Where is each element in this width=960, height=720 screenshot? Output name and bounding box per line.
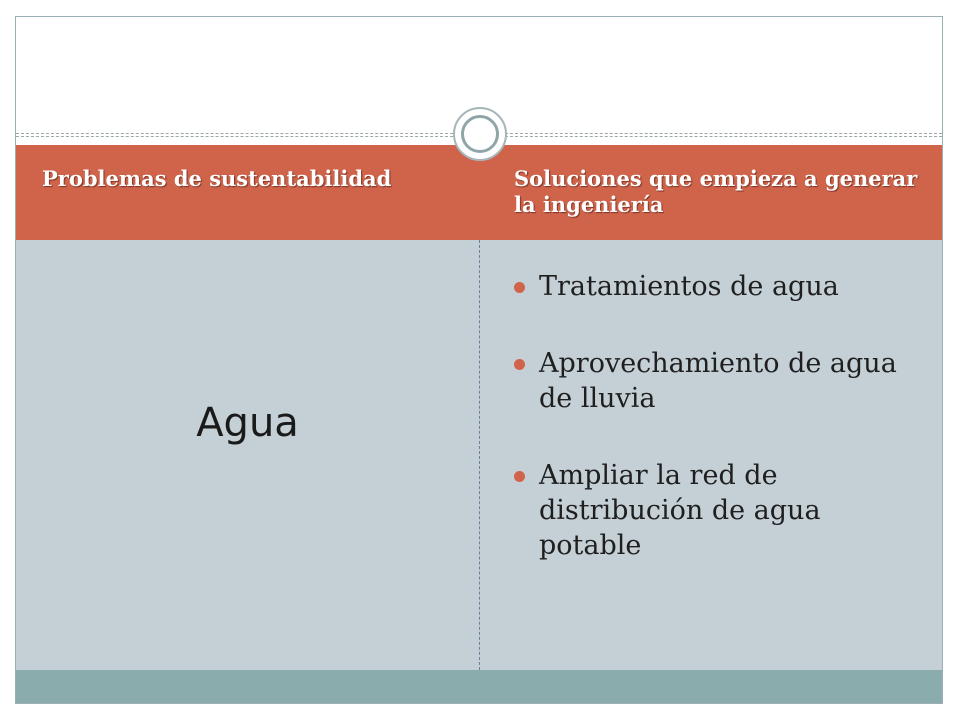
problem-cell [16,240,480,670]
solution-text: Aprovechamiento de agua de lluvia [539,348,897,414]
circle-ornament-icon [453,107,507,161]
header-problems: Problemas de sustentabilidad [42,166,392,191]
bullet-icon [514,359,525,370]
solutions-cell [480,240,942,670]
bullet-icon [514,471,525,482]
problem-label: Agua [196,400,299,446]
list-item [514,346,922,416]
comparison-table [16,145,942,670]
list-item [514,269,922,304]
bullet-icon [514,282,525,293]
list-item [514,458,922,563]
table-row [16,240,942,670]
solution-text: Tratamientos de agua [539,271,839,302]
header-solutions: Soluciones que empieza a generar la ingeniería [514,166,918,217]
solution-text: Ampliar la red de distribución de agua potable [539,460,821,561]
footer-band [16,670,942,703]
